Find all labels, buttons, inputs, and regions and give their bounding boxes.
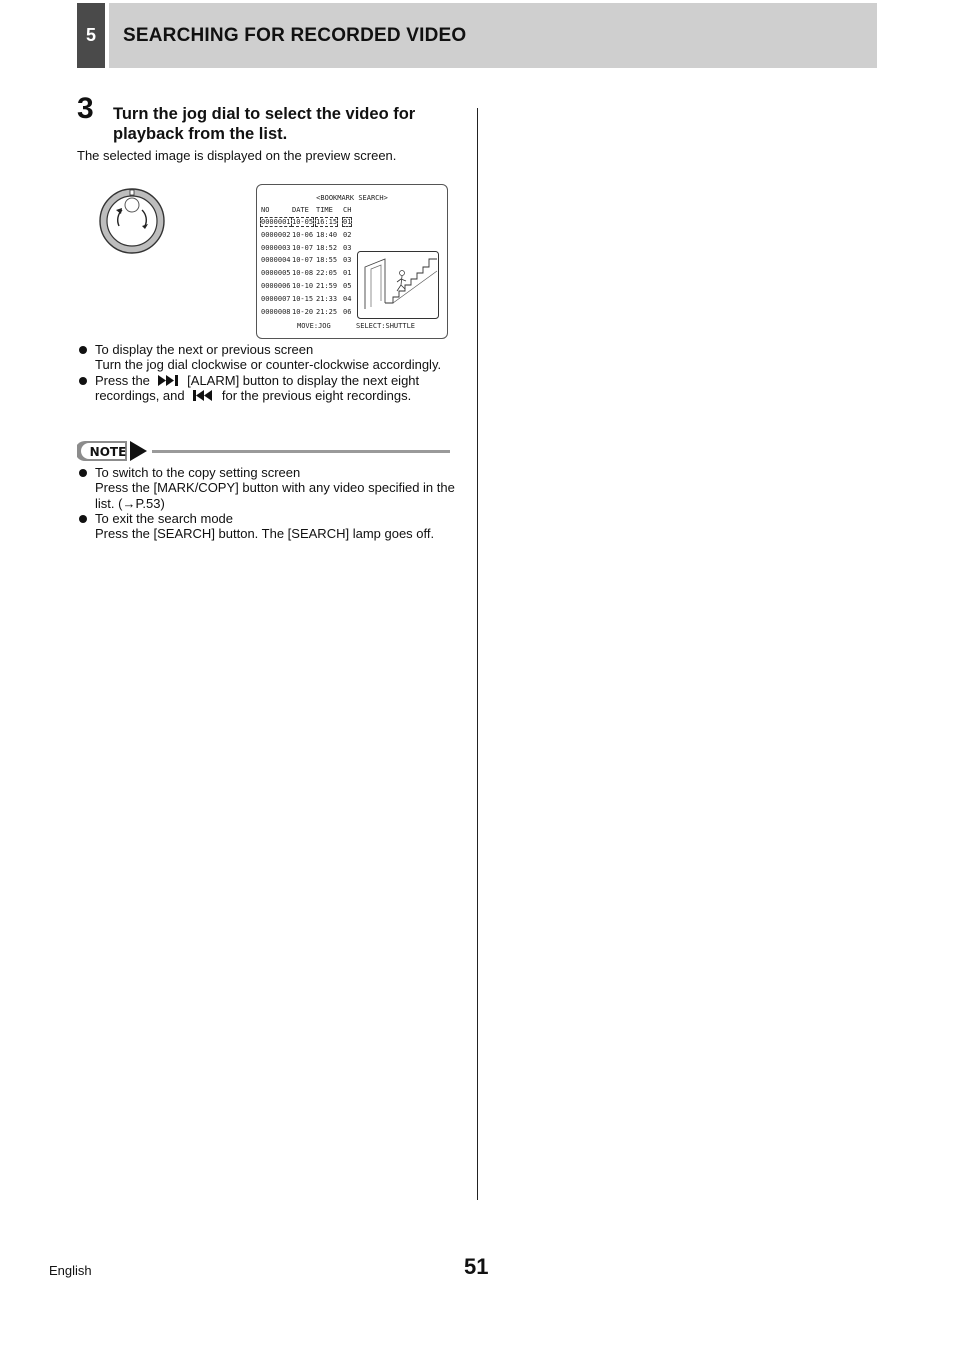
cell-ch: 03 [343, 256, 352, 265]
cell-date: 10-10 [292, 281, 314, 290]
cell-time: 18:52 [316, 243, 338, 252]
cell-ch: 03 [343, 243, 352, 252]
column-no: NO [261, 206, 270, 214]
list-item [77, 342, 457, 373]
cell-ch: 01 [343, 269, 352, 278]
bullet-text: [ALARM] button to display the next eight recordings, and [95, 372, 420, 403]
chapter-header [109, 3, 877, 68]
note-list [77, 465, 457, 541]
note-badge [77, 440, 147, 462]
cell-ch: 05 [343, 281, 352, 290]
bookmark-search-screen [256, 184, 448, 339]
cell-date: 10-15 [292, 294, 314, 303]
skip-previous-icon [192, 390, 214, 401]
list-item[interactable] [257, 218, 447, 231]
cell-time: 21:59 [316, 281, 338, 290]
note-divider [152, 450, 450, 453]
preview-image-icon [357, 251, 439, 319]
cell-date: 10-05 [292, 218, 314, 226]
cell-no: 0000001 [261, 218, 291, 226]
cell-no: 0000002 [261, 230, 291, 239]
cell-ch: 06 [343, 307, 352, 316]
screen-column-headers [257, 206, 447, 216]
bullet-dot [79, 377, 87, 385]
list-item [77, 511, 457, 542]
cell-date: 10-07 [292, 243, 314, 252]
bullet-text: Press the [95, 372, 150, 388]
column-time: TIME [316, 206, 333, 214]
bullet-dot [79, 515, 87, 523]
cell-time: 21:25 [316, 307, 338, 316]
bullet-dot [79, 346, 87, 354]
chapter-number: 5 [77, 3, 105, 68]
cell-time: 21:33 [316, 294, 338, 303]
cell-date: 10-20 [292, 307, 314, 316]
column-divider [477, 108, 478, 1200]
note-body: Press the [SEARCH] button. The [SEARCH] lamp goes off. [95, 526, 435, 542]
cell-no: 0000004 [261, 256, 291, 265]
cell-date: 10-08 [292, 269, 314, 278]
bullet-text: for the previous eight recordings. [221, 387, 412, 403]
cell-ch: 04 [343, 294, 352, 303]
footer-language: English [49, 1263, 92, 1278]
cell-no: 0000008 [261, 307, 291, 316]
list-item[interactable] [257, 231, 447, 244]
column-ch: CH [343, 206, 352, 214]
cell-ch: 01 [343, 218, 352, 226]
step-subtitle: The selected image is displayed on the preview screen. [77, 148, 397, 163]
chapter-title: SEARCHING FOR RECORDED VIDEO [123, 24, 467, 46]
bullet-list [77, 342, 457, 403]
note-title: To switch to the copy setting screen [95, 465, 301, 480]
page-number: 51 [464, 1254, 489, 1279]
note-title: To exit the search mode [95, 510, 234, 526]
step-title: Turn the jog dial to select the video for playback from the list. [113, 105, 416, 143]
list-item [77, 373, 457, 404]
cell-no: 0000003 [261, 243, 291, 252]
cell-no: 0000007 [261, 294, 291, 303]
note-label: NOTE [89, 445, 127, 459]
screen-footer-select: SELECT:SHUTTLE [356, 322, 416, 330]
cell-date: 10-06 [292, 230, 314, 239]
cell-ch: 02 [343, 230, 352, 239]
note-body: Press the [MARK/COPY] button with any video specified in the list. (→P.53) [95, 480, 455, 511]
cell-time: 18:55 [316, 256, 338, 265]
screen-title: <BOOKMARK SEARCH> [316, 194, 388, 202]
list-item [77, 465, 457, 511]
cell-no: 0000006 [261, 281, 291, 290]
step-number: 3 [77, 92, 94, 125]
bullet-dot [79, 469, 87, 477]
column-date: DATE [292, 206, 309, 214]
cell-no: 0000005 [261, 269, 291, 278]
cell-date: 10-07 [292, 256, 314, 265]
screen-footer-move: MOVE:JOG [297, 322, 331, 330]
cell-time: 22:05 [316, 269, 338, 278]
skip-next-icon [158, 375, 180, 386]
jog-dial-icon [97, 186, 167, 256]
cell-time: 18:40 [316, 230, 338, 239]
bullet-body: Turn the jog dial clockwise or counter-clockwise accordingly. [95, 357, 442, 373]
bullet-title: To display the next or previous screen [95, 342, 314, 357]
cell-time: 16:15 [316, 218, 338, 226]
